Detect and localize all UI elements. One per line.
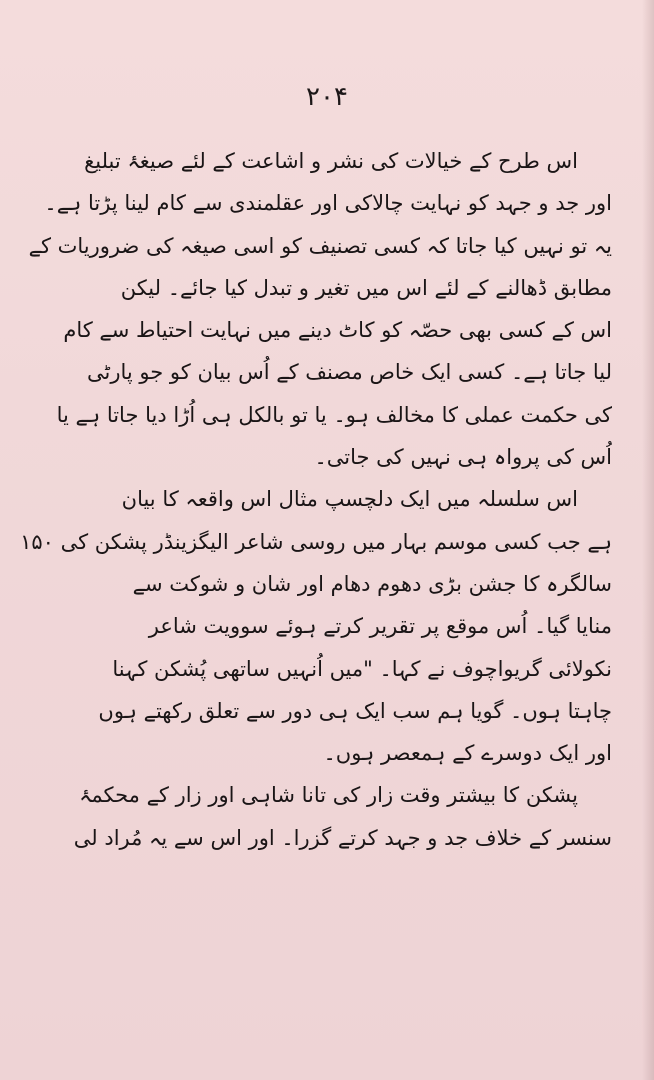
text-line: سنسر کے خلاف جد و جہد کرتے گزرا۔ اور اس سے یہ مُراد لی — [73, 825, 612, 850]
text-line: لیا جاتا ہے۔ کسی ایک خاص مصنف کے اُس بیان کو جو پارٹی — [87, 360, 612, 385]
text-line: منایا گیا۔ اُس موقع پر تقریر کرتے ہوئے سوویت شاعر — [148, 614, 612, 639]
text-line: اس کے کسی بھی حصّہ کو کاٹ دینے میں نہایت احتیاط سے کام — [63, 318, 612, 343]
text-line: اور جد و جہد کو نہایت چالاکی اور عقلمندی سے کام لینا پڑتا ہے۔ — [44, 191, 612, 216]
text-line: پشکن کا بیشتر وقت زار کی تانا شاہی اور زار کے محکمۂ — [79, 783, 578, 808]
text-line: اس سلسلہ میں ایک دلچسپ مثال اس واقعہ کا بیان — [121, 487, 578, 512]
text-line: اس طرح کے خیالات کی نشر و اشاعت کے لئے صیغۂ تبلیغ — [84, 149, 578, 173]
text-line: کی حکمت عملی کا مخالف ہو۔ یا تو بالکل ہی اُڑا دیا جاتا ہے یا — [56, 402, 612, 427]
text-line: چاہتا ہوں۔ گویا ہم سب ایک ہی دور سے تعلق رکھتے ہوں — [98, 698, 612, 723]
page-spine-shadow — [642, 0, 654, 1080]
text-line: سالگرہ کا جشن بڑی دھوم دھام اور شان و شوکت سے — [132, 571, 612, 596]
text-line: نکولائی گریواچوف نے کہا۔ "میں اُنہیں ساتھی پُشکن کہنا — [112, 656, 612, 681]
text-line: اور ایک دوسرے کے ہمعصر ہوں۔ — [323, 741, 612, 766]
text-line: ہے جب کسی موسم بہار میں روسی شاعر الیگزینڈر پشکن کی ۱۵۰ — [20, 529, 612, 554]
body-text — [12, 140, 612, 859]
page-number: ۲۰۴ — [306, 82, 348, 112]
text-line: یہ تو نہیں کیا جاتا کہ کسی تصنیف کو اسی صیغہ کی ضروریات کے — [28, 233, 612, 258]
text-line: مطابق ڈھالنے کے لئے اس میں تغیر و تبدل کیا جائے۔ لیکن — [120, 275, 612, 300]
text-line: اُس کی پرواہ ہی نہیں کی جاتی۔ — [314, 445, 612, 470]
